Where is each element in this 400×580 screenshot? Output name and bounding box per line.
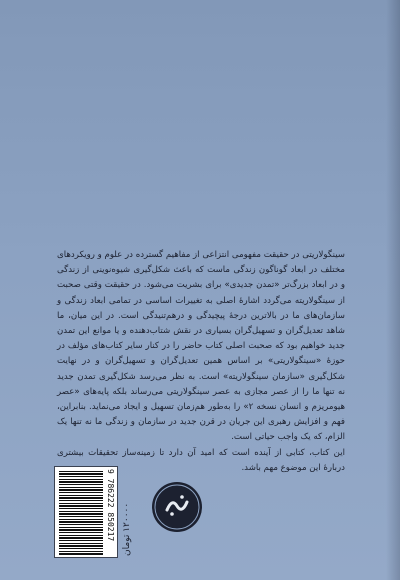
blurb-paragraph-1: سینگولاریتی در حقیقت مفهومی انتزاعی از مفاهیم گسترده در علوم و رویکردهای مختلف در ابعاد گوناگون زندگی ماست که باعث شکل‌گیری شیوه‌نوینی از زندگی و در ابعاد بزرگ‌تر «تمدن جدیدی» برای بشریت می‌شود. در حقیقت وقتی صحبت از سینگولاریته می‌گردد اشارهٔ اصلی به تغییرات اساسی در تمامی ابعاد زندگی و سازمان‌های ما در بالاترین درجهٔ پیچیدگی و درهم‌تنیدگی است. در این میان، ما شاهد تعدیل‌گران و تسهیل‌گران بسیاری در نقش شتاب‌دهنده و یا موانع این تمدن جدید خواهیم بود که صحبت اصلی کتاب حاضر را در کنار سایر کتاب‌های مؤلف در حوزهٔ «سینگولاریتی» بر اساس همین تعدیل‌گران و تسهیل‌گران و در نهایت شکل‌گیری «سازمان سینگولاریته» است. به نظر می‌رسد شکل‌گیری تمدن جدید نه تنها ما را از عصر مجازی به عصر سینگولاریتی می‌رساند بلکه پایه‌های «عصر هیومریزم و انسان نسخه ۲» را به‌طور هم‌زمان تسهیل و ایجاد می‌نماید. بنابراین، فهم و افزایش رهبری این جریان در قرن جدید در سازمان و زندگی ما نه تنها یک الزام، که یک واجب حیاتی است. [57,250,346,443]
blurb-paragraph-2: این کتاب، کتابی از آینده است که امید آن دارد تا زمینه‌ساز تحقیقات بیشتری دربارهٔ این موضوع مهم باشد. [57,447,345,473]
price-label: ۱۲۰۰۰۰ تومان [122,502,132,556]
spine-shadow [386,0,400,580]
barcode-bars-icon [59,471,103,555]
barcode [54,466,118,558]
publisher-logo-svg [150,480,204,534]
barcode-digits: 9 786222 850217 [106,469,115,542]
back-cover-blurb [57,248,345,476]
publisher-logo-icon [150,480,204,534]
